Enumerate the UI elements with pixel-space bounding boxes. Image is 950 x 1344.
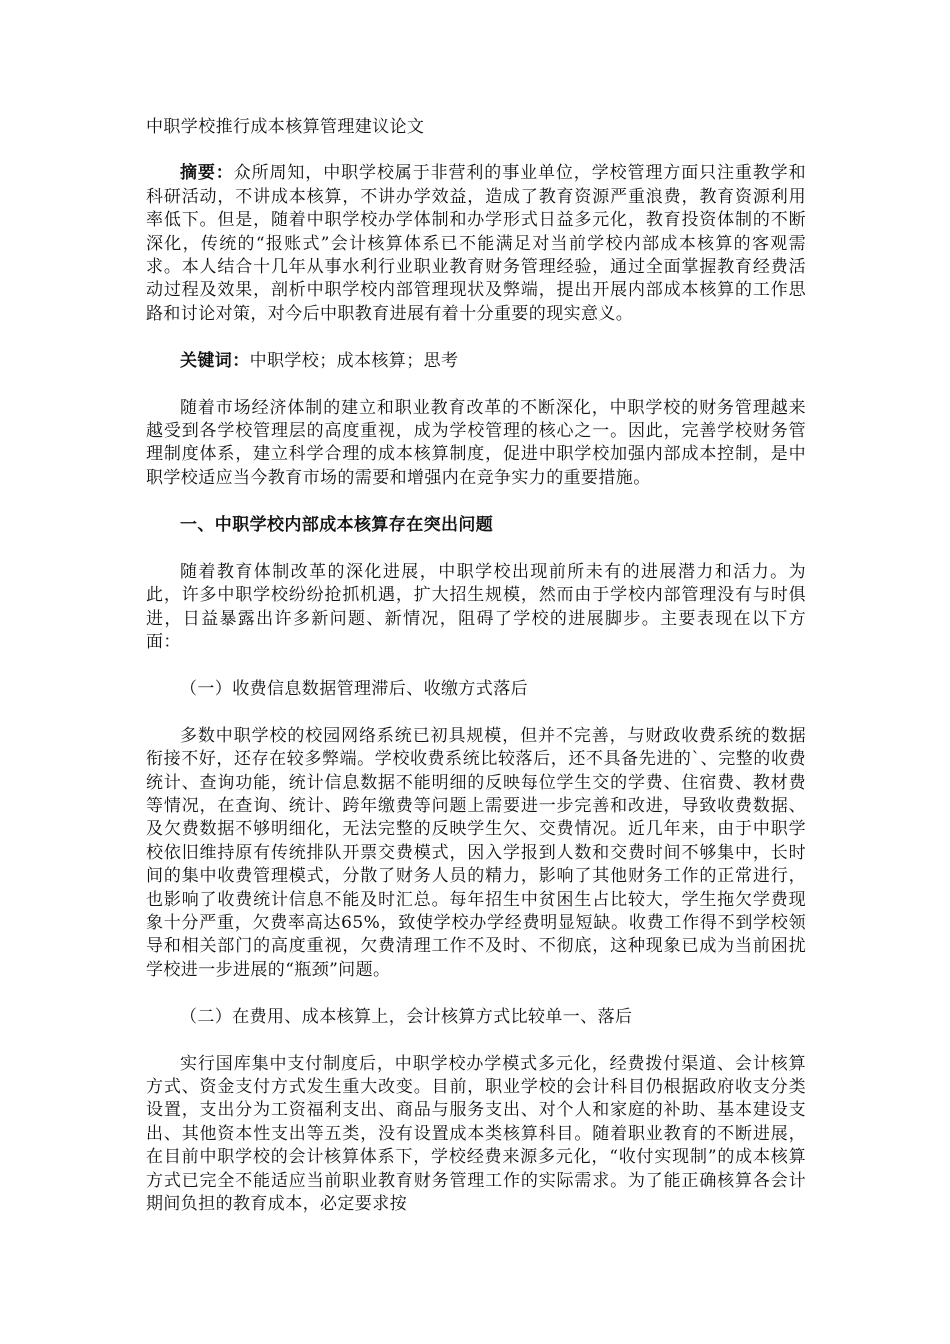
keywords-paragraph xyxy=(146,350,806,373)
section1-paragraph: 随着教育体制改革的深化进展，中职学校出现前所未有的进展潜力和活力。为此，许多中职学校纷纷抢抓机遇，扩大招生规模，然而由于学校内部管理没有与时俱进，日益暴露出许多新问题、新情况，阻碍了学校的进展脚步。主要表现在以下方面： xyxy=(146,561,806,652)
keywords-label: 关键词： xyxy=(180,350,250,371)
subsection1-heading: （一）收费信息数据管理滞后、收缴方式落后 xyxy=(180,678,528,699)
document-body xyxy=(146,116,806,1240)
abstract-label: 摘要： xyxy=(180,163,234,184)
intro-paragraph: 随着市场经济体制的建立和职业教育改革的不断深化，中职学校的财务管理越来越受到各学校管理层的高度重视，成为学校管理的核心之一。因此，完善学校财务管理制度体系，建立科学合理的成本核算制度，促进中职学校加强内部成本控制，是中职学校适应当今教育市场的需要和增强内在竞争实力的重要措施。 xyxy=(146,397,806,488)
subsection1-paragraph: 多数中职学校的校园网络系统已初具规模，但并不完善，与财政收费系统的数据衔接不好，还存在较多弊端。学校收费系统比较落后，还不具备先进的`、完整的收费统计、查询功能，统计信息数据不能明细的反映每位学生交的学费、住宿费、教材费等情况，在查询、统计、跨年缴费等问题上需要进一步完善和改进，导致收费数据、及欠费数据不够明细化，无法完整的反映学生欠、交费情况。近几年来，由于中职学校依旧维持原有传统排队开票交费模式，因入学报到人数和交费时间不够集中，长时间的集中收费管理模式，分散了财务人员的精力，影响了其他财务工作的正常进行，也影响了收费统计信息不能及时汇总。每年招生中贫困生占比较大，学生拖欠学费现象十分严重，欠费率高达65%，致使学校办学经费明显短缺。收费工作得不到学校领导和相关部门的高度重视，欠费清理工作不及时、不彻底，这种现象已成为当前困扰学校进一步进展的“瓶颈”问题。 xyxy=(146,725,806,980)
subsection2-heading: （二）在费用、成本核算上，会计核算方式比较单一、落后 xyxy=(180,1006,633,1027)
abstract-text: 众所周知，中职学校属于非营利的事业单位，学校管理方面只注重教学和科研活动，不讲成本核算，不讲办学效益，造成了教育资源严重浪费，教育资源利用率低下。但是，随着中职学校办学体制和办学形式日益多元化，教育投资体制的不断深化，传统的“报账式”会计核算体系已不能满足对当前学校内部成本核算的客观需求。本人结合十几年从事水利行业职业教育财务管理经验，通过全面掌握教育经费活动过程及效果，剖析中职学校内部管理现状及弊端，提出开展内部成本核算的工作思路和讨论对策，对今后中职教育进展有着十分重要的现实意义。 xyxy=(146,163,806,324)
abstract-paragraph xyxy=(146,162,806,326)
keywords-text: 中职学校；成本核算；思考 xyxy=(249,350,459,371)
section1-heading: 一、中职学校内部成本核算存在突出问题 xyxy=(180,514,494,535)
document-title: 中职学校推行成本核算管理建议论文 xyxy=(146,117,425,137)
subsection2-paragraph: 实行国库集中支付制度后，中职学校办学模式多元化，经费拨付渠道、会计核算方式、资金支付方式发生重大改变。目前，职业学校的会计科目仍根据政府收支分类设置，支出分为工资福利支出、商品与服务支出、对个人和家庭的补助、基本建设支出、其他资本性支出等五类，没有设置成本类核算科目。随着职业教育的不断进展，在目前中职学校的会计核算体系下，学校经费来源多元化，“收付实现制”的成本核算方式已完全不能适应当前职业教育财务管理工作的实际需求。为了能正确核算各会计期间负担的教育成本，必定要求按 xyxy=(146,1053,806,1215)
